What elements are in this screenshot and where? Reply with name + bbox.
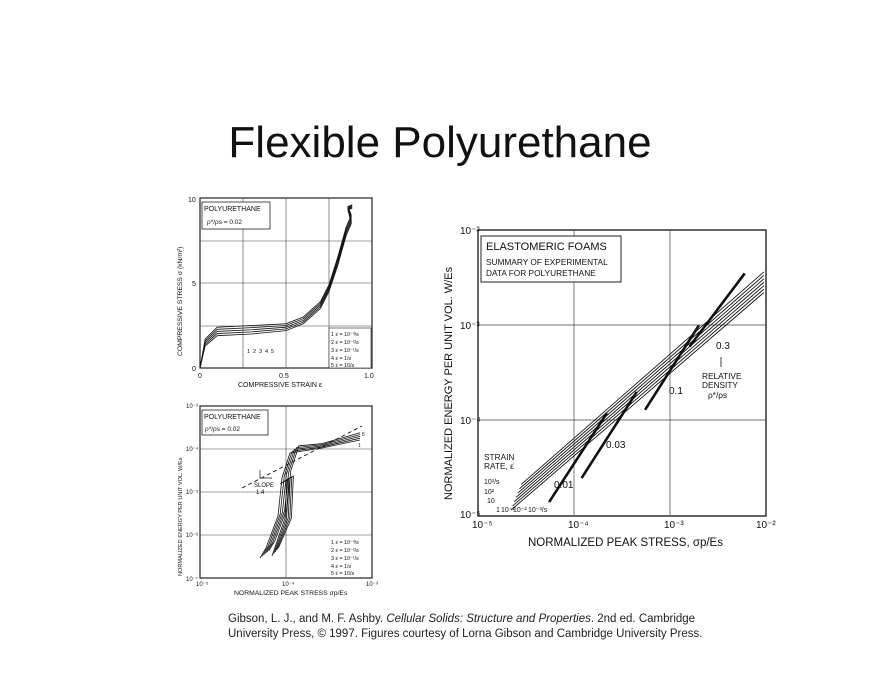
r-ytick-2: 10⁻²	[460, 226, 480, 237]
b-legend-1: 1 ε̇ = 10⁻³/s	[331, 540, 359, 546]
b-ytick-4: 10⁻⁴	[186, 447, 199, 453]
rel-density-1: RELATIVE	[702, 371, 742, 381]
curve-num-3: 3	[259, 349, 263, 355]
density-0-1: 0.1	[669, 386, 683, 397]
curve-num-2: 2	[253, 349, 257, 355]
b-xtick-4: 10⁻⁴	[282, 582, 295, 588]
rel-density-2: DENSITY	[702, 380, 738, 390]
curve-num-1: 1	[247, 349, 251, 355]
b-ytick-5: 10⁻⁵	[186, 490, 199, 496]
rate-label-5: 10⁻²	[513, 507, 527, 514]
slope-triangle	[260, 470, 272, 478]
strain-rate-2: RATE, ε̇	[484, 461, 514, 471]
top-chart-density: ρ*/ρs = 0.02	[207, 219, 243, 226]
rate-label-4: 10⁻¹	[501, 507, 515, 514]
bottom-xlabel: NORMALIZED PEAK STRESS σp/Es	[234, 590, 348, 597]
r-ytick-3: 10⁻³	[460, 321, 480, 332]
right-ylabel: NORMALIZED ENERGY PER UNIT VOL. W/Es	[443, 266, 455, 500]
stress-strain-curve	[200, 224, 351, 369]
top-ylabel: COMPRESSIVE STRESS σ (kN/m²)	[177, 246, 184, 356]
r-xtick-4: 10⁻⁴	[568, 520, 589, 531]
rate-label-2: 10	[487, 498, 495, 505]
b-legend-4: 4 ε̇ = 1/s	[331, 564, 352, 570]
density-0-03: 0.03	[606, 440, 626, 451]
elastomeric-foams-chart	[438, 218, 778, 558]
rate-label-3: 1	[496, 507, 500, 514]
top-chart-label: POLYURETHANE	[204, 206, 261, 213]
xtick-0: 0	[198, 373, 202, 380]
ytick-10: 10	[188, 197, 196, 204]
b-legend-5: 5 ε̇ = 10/s	[331, 571, 355, 577]
r-ytick-5: 10⁻⁵	[460, 510, 481, 521]
density-line-0-03	[582, 392, 637, 478]
b-ytick-6: 10⁻⁶	[186, 533, 199, 539]
legend-2: 2 ε̇ = 10⁻²/s	[331, 340, 359, 346]
end-label-5: 5	[362, 432, 365, 438]
rel-density-3: ρ*/ρs	[708, 390, 728, 400]
curve-num-4: 4	[265, 349, 269, 355]
r-xtick-2: 10⁻²	[756, 520, 776, 531]
bottom-chart-density: ρ*/ρs = 0.02	[205, 426, 241, 433]
citation-book: Cellular Solids: Structure and Properties	[386, 613, 591, 625]
legend-3: 3 ε̇ = 10⁻¹/s	[331, 348, 359, 354]
density-0-01: 0.01	[554, 480, 574, 491]
b-legend-2: 2 ε̇ = 10⁻²/s	[331, 548, 359, 554]
stress-strain-curve	[200, 221, 351, 368]
stress-strain-chart	[172, 190, 387, 390]
box-line2: DATA FOR POLYURETHANE	[486, 268, 596, 278]
slope-value: 1.4	[256, 490, 265, 496]
r-xtick-5: 10⁻⁵	[472, 520, 493, 531]
ytick-0: 0	[192, 366, 196, 373]
rate-label-1: 10²	[484, 489, 495, 496]
legend-5: 5 ε̇ = 10/s	[331, 363, 355, 369]
ytick-5: 5	[192, 281, 196, 288]
bottom-ylabel: NORMALIZED ENERGY PER UNIT VOL. W/Es	[178, 457, 184, 576]
b-xtick-5: 10⁻⁵	[196, 582, 209, 588]
curve-num-5: 5	[271, 349, 275, 355]
strain-rate-1: STRAIN	[484, 452, 515, 462]
legend-1: 1 ε̇ = 10⁻³/s	[331, 332, 359, 338]
b-legend-3: 3 ε̇ = 10⁻¹/s	[331, 556, 359, 562]
rate-label-6: 10⁻³/s	[528, 507, 548, 514]
density-line-0-1	[645, 325, 699, 409]
slide-title: Flexible Polyurethane	[228, 118, 652, 167]
slope-label: SLOPE	[254, 483, 275, 489]
box-title: ELASTOMERIC FOAMS	[486, 241, 607, 253]
r-xtick-3: 10⁻³	[664, 520, 684, 531]
box-line1: SUMMARY OF EXPERIMENTAL	[486, 257, 608, 267]
citation	[228, 612, 728, 642]
citation-rest: . 2nd ed. Cambridge University Press, © 1997. Figures courtesy of Lorna Gibson and Cambridge University Press.	[228, 613, 703, 640]
stress-strain-curve	[200, 219, 351, 368]
citation-authors: Gibson, L. J., and M. F. Ashby.	[228, 613, 387, 625]
bottom-chart-label: POLYURETHANE	[204, 414, 261, 421]
top-xlabel: COMPRESSIVE STRAIN ε	[238, 382, 323, 389]
xtick-1: 1.0	[364, 373, 374, 380]
b-ytick-3: 10⁻³	[186, 404, 198, 410]
density-0-3: 0.3	[716, 341, 730, 352]
legend-4: 4 ε̇ = 1/s	[331, 356, 352, 362]
rate-label-0: 10³/s	[484, 479, 500, 486]
r-ytick-4: 10⁻⁴	[460, 416, 481, 427]
b-xtick-3: 10⁻³	[366, 582, 378, 588]
energy-stress-chart-small	[172, 398, 387, 603]
end-label-1: 1	[358, 443, 361, 449]
right-xlabel: NORMALIZED PEAK STRESS, σp/Es	[528, 537, 723, 549]
xtick-05: 0.5	[279, 373, 289, 380]
b-ytick-7: 10⁻⁷	[186, 577, 199, 583]
